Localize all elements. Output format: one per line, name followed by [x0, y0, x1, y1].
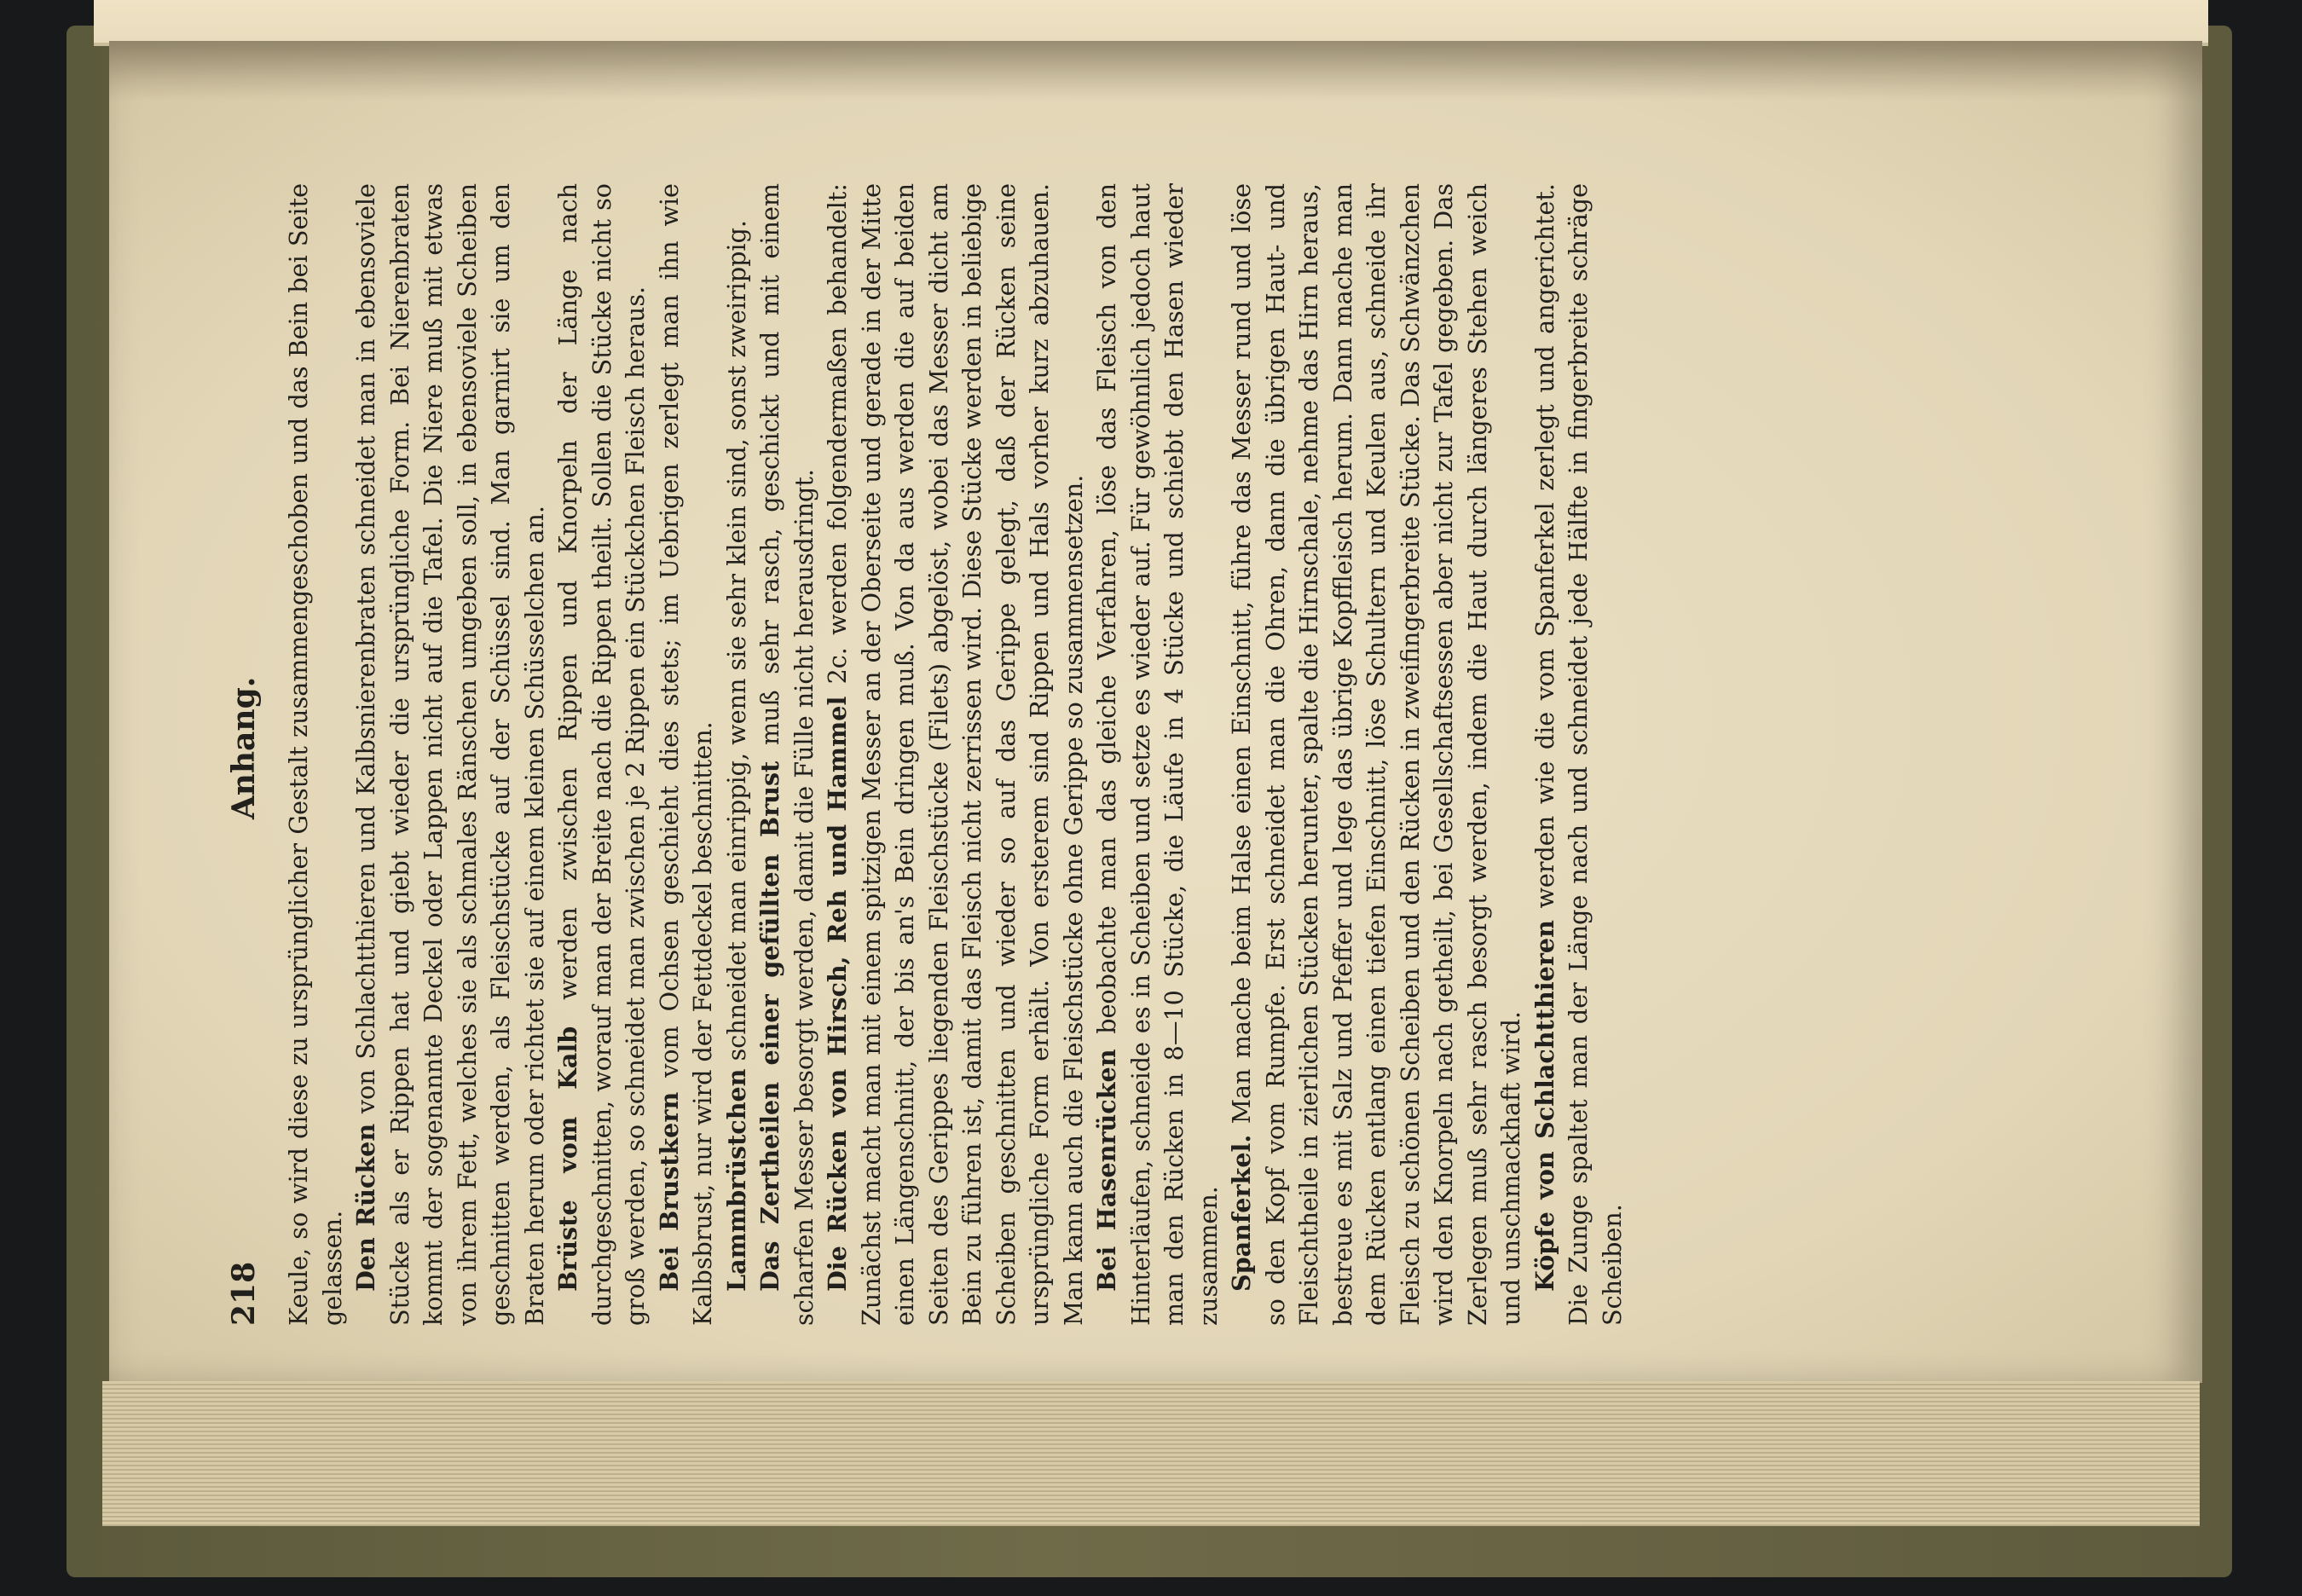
facing-page-edge: [94, 0, 2208, 46]
page-block-edges: [102, 1381, 2200, 1526]
page-body: [282, 183, 1629, 1326]
paragraph: Spanferkel. Man mache beim Halse einen Einschnitt, führe das Messer rund und löse so den Kopf vom Rumpfe. Erst schneidet man die Ohren, dann die übrigen Haut- und Fleischtheile in zierlichen Stücken herunter, spalte die Hirnschale, nehme das Hirn heraus, bestreue es mit Salz und Pfeffer und lege das übrige Kopffleisch herum. Dann mache man dem Rücken entlang einen tiefen Einschnitt, löse Schultern und Keulen aus, schneide ihr Fleisch zu schönen Scheiben und den Rücken in zweifingerbreite Stücke. Das Schwänzchen wird den Knorpeln nach getheilt, bei Gesellschaftsessen aber nicht zur Tafel gegeben. Das Zerlegen muß sehr rasch besorgt werden, indem die Haut durch längeres Stehen weich und unschmackhaft wird.: [1227, 183, 1525, 1326]
paragraph: Die Rücken von Hirsch, Reh und Hammel 2c. werden folgendermaßen behandelt: Zunächst macht man mit einem spitzigen Messer an der Oberseite und gerade in der Mitte einen Längenschnitt, der bis an's Bein dringen muß. Von da aus werden die auf beiden Seiten des Gerippes liegenden Fleischstücke (Filets) abgelöst, wobei das Messer dicht am Bein zu führen ist, damit das Fleisch nicht zerrissen wird. Diese Stücke werden in beliebige Scheiben geschnitten und wieder so auf das Gerippe gelegt, daß der Rücken seine ursprüngliche Form erhält. Von ersterem sind Rippen und Hals vorher kurz abzuhauen. Man kann auch die Fleischstücke ohne Gerippe so zusammensetzen.: [823, 183, 1088, 1326]
paragraph: Brüste vom Kalb werden zwischen Rippen und Knorpeln der Länge nach durchgeschnitten, worauf man der Breite nach die Rippen theilt. Sollen die Stücke nicht so groß werden, so schneidet man zwischen je 2 Rippen ein Stückchen Fleisch heraus.: [553, 183, 650, 1326]
page-gutter-shadow: [109, 41, 2202, 101]
paragraph: Lammbrüstchen schneidet man einrippig, wenn sie sehr klein sind, sonst zweirippig.: [721, 220, 751, 1292]
paragraph: Bei Brustkern vom Ochsen geschieht dies stets; im Uebrigen zerlegt man ihn wie Kalbsbrust, nur wird der Fettdeckel beschnitten.: [654, 183, 717, 1326]
paragraph: Den Rücken von Schlachtthieren und Kalbsnierenbraten schneidet man in ebensoviele Stücke als er Rippen hat und giebt wieder die ursprüngliche Form. Bei Nierenbraten kommt der sogenannte Deckel oder Lappen nicht auf die Tafel. Die Niere muß mit etwas von ihrem Fett, welches sie als schmales Ränschen umgeben soll, in ebensoviele Scheiben geschnitten werden, als Fleischstücke auf der Schüssel sind. Man garnirt sie um den Braten herum oder richtet sie auf einem kleinen Schüsselchen an.: [351, 183, 549, 1326]
paragraph: Keule, so wird diese zu ursprünglicher Gestalt zusammengeschoben und das Bein bei Seite gelassen.: [284, 183, 347, 1326]
page-number: 218: [226, 1261, 262, 1326]
paragraph: Köpfe von Schlachtthieren werden wie die vom Spanferkel zerlegt und angerichtet. Die Zunge spaltet man der Länge nach und schneidet jede Hälfte in fingerbreite schräge Scheiben.: [1530, 183, 1627, 1326]
page-text-block: [226, 183, 1888, 1326]
paragraph: Das Zertheilen einer gefüllten Brust muß sehr rasch, geschickt und mit einem scharfen Messer besorgt werden, damit die Fülle nicht herausdringt.: [755, 183, 818, 1326]
page-header: [226, 183, 275, 1326]
paragraph: Bei Hasenrücken beobachte man das gleiche Verfahren, löse das Fleisch von den Hinterläufen, schneide es in Scheiben und setze es wieder auf. Für gewöhnlich jedoch haut man den Rücken in 8—10 Stücke, die Läufe in 4 Stücke und schiebt den Hasen wieder zusammen.: [1092, 182, 1223, 1326]
running-head: Anhang.: [226, 676, 262, 820]
